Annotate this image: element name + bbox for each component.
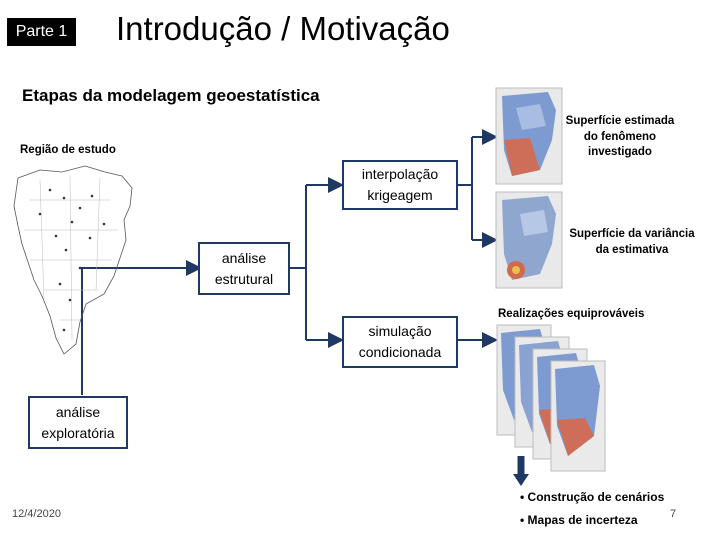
estimated-surface-label bbox=[560, 114, 680, 161]
bullet-scenarios-text: Construção de cenários bbox=[527, 490, 665, 504]
simulation-box bbox=[342, 316, 458, 368]
bullet-scenarios bbox=[520, 490, 664, 504]
connector-exploratory-structural bbox=[82, 268, 198, 395]
estimated-surface-map bbox=[496, 88, 562, 184]
structural-analysis-box bbox=[198, 242, 290, 295]
kriging-line-1: interpolação bbox=[361, 166, 439, 182]
part-label: Parte 1 bbox=[15, 23, 68, 40]
structural-line-1: análise bbox=[221, 249, 267, 266]
realization-maps bbox=[497, 325, 605, 471]
simulation-line-2: condicionada bbox=[358, 344, 442, 360]
estimated-surface-line-1: Superfície estimada bbox=[565, 115, 675, 127]
kriging-line-2: krigeagem bbox=[367, 187, 433, 203]
variance-surface-line-1: Superfície da variância bbox=[569, 228, 695, 240]
study-region-label: Região de estudo bbox=[20, 144, 116, 156]
bullet-uncertainty-text: Mapas de incerteza bbox=[527, 513, 638, 527]
bullet-dot-icon: • bbox=[520, 490, 528, 504]
realizations-label: Realizações equiprováveis bbox=[498, 308, 645, 320]
variance-surface-label bbox=[562, 227, 702, 258]
bullet-uncertainty bbox=[520, 513, 638, 527]
slide-subtitle: Etapas da modelagem geoestatística bbox=[22, 86, 320, 105]
simulation-line-1: simulação bbox=[368, 323, 432, 339]
down-arrowhead bbox=[513, 474, 529, 486]
estimated-surface-line-3: investigado bbox=[588, 146, 652, 159]
exploratory-line-2: exploratória bbox=[41, 424, 115, 441]
kriging-box bbox=[342, 160, 458, 210]
slide-title: Introdução / Motivação bbox=[116, 10, 450, 47]
exploratory-analysis-box bbox=[28, 396, 128, 449]
footer-date: 12/4/2020 bbox=[12, 508, 61, 520]
study-region-map bbox=[14, 166, 132, 354]
variance-surface-map bbox=[496, 192, 562, 288]
variance-surface-line-2: da estimativa bbox=[595, 243, 669, 256]
page-number: 7 bbox=[670, 508, 677, 520]
bullet-dot-icon: • bbox=[520, 513, 528, 527]
structural-line-2: estrutural bbox=[214, 270, 274, 287]
exploratory-line-1: análise bbox=[55, 403, 101, 420]
estimated-surface-line-2: do fenômeno bbox=[583, 130, 657, 143]
